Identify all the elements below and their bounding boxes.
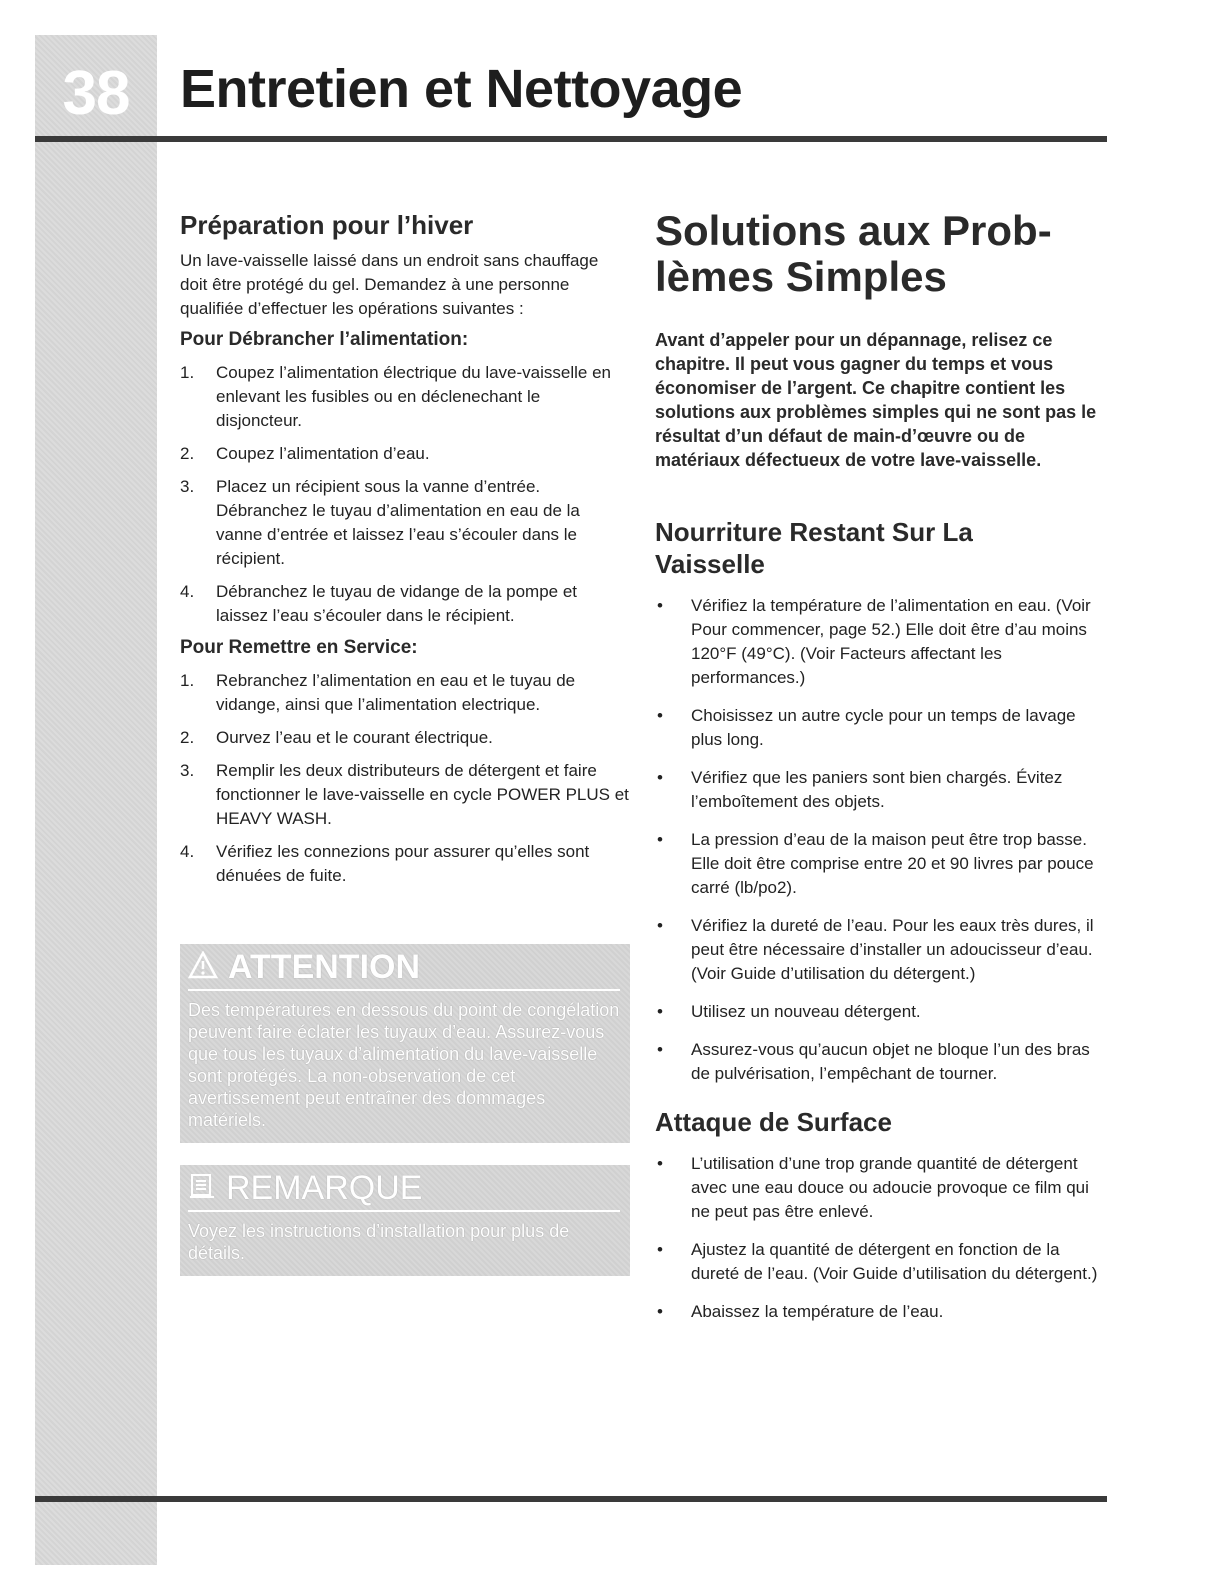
step-number: 2.: [180, 444, 195, 463]
attention-title: ATTENTION: [228, 948, 421, 986]
food-residue-list: [655, 594, 1105, 1086]
food-residue-heading-line2: Vaisselle: [655, 549, 765, 579]
surface-attack-list: [655, 1152, 1105, 1324]
bullet: •: [657, 1302, 663, 1321]
remarque-box: [180, 1165, 630, 1276]
step-number: 4.: [180, 842, 195, 861]
list-item-text: La pression d’eau de la maison peut être trop basse. Elle doit être comprise entre 20 et 90 livres par pouce carré (lb/po2).: [691, 830, 1094, 897]
list-item: [655, 766, 1105, 814]
list-item: [655, 704, 1105, 752]
step-text: Coupez l’alimentation électrique du lave-vaisselle en enlevant les fusibles ou en déclenechant le disjoncteur.: [216, 363, 612, 430]
food-residue-heading: [655, 516, 1105, 580]
food-residue-heading-line1: Nourriture Restant Sur La: [655, 517, 973, 547]
step-text: Coupez l’alimentation d’eau.: [216, 444, 430, 463]
list-item-text: Choisissez un autre cycle pour un temps de lavage plus long.: [691, 706, 1076, 749]
remarque-header: [188, 1169, 620, 1212]
bullet: •: [657, 706, 663, 725]
step-number: 1.: [180, 671, 195, 690]
service-step: [180, 726, 630, 750]
troubleshooting-heading-line2: lèmes Simples: [655, 253, 947, 300]
list-item-text: Abaissez la température de l’eau.: [691, 1302, 944, 1321]
note-icon: [188, 1172, 216, 1205]
attention-text: Des températures en dessous du point de congélation peuvent faire éclater les tuyaux d’eau. Assurez-vous que tous les tuyaux d’alimentation du lave-vaisselle sont protégés. La non-observation de cet avertissement peut entraîner des dommages matériels.: [188, 1000, 620, 1130]
disconnect-step: [180, 361, 630, 433]
list-item: [655, 1000, 1105, 1024]
bottom-rule: [35, 1496, 1107, 1502]
step-text: Débranchez le tuyau de vidange de la pompe et laissez l’eau s’écouler dans le récipient.: [216, 582, 578, 625]
list-item: [655, 1038, 1105, 1086]
step-text: Rebranchez l’alimentation en eau et le tuyau de vidange, ainsi que l’alimentation electrique.: [216, 671, 576, 714]
step-number: 2.: [180, 728, 195, 747]
list-item-text: L’utilisation d’une trop grande quantité de détergent avec une eau douce ou adoucie provoque ce film qui ne peut pas être enlevé.: [691, 1154, 1089, 1221]
service-step: [180, 669, 630, 717]
list-item: [655, 1300, 1105, 1324]
step-text: Vérifiez les connezions pour assurer qu’elles sont dénuées de fuite.: [216, 842, 590, 885]
bullet: •: [657, 1154, 663, 1173]
disconnect-step: [180, 475, 630, 571]
top-rule: [35, 136, 1107, 142]
bullet: •: [657, 916, 663, 935]
disconnect-step: [180, 442, 630, 466]
troubleshooting-heading-line1: Solutions aux Prob-: [655, 207, 1052, 254]
list-item-text: Vérifiez la dureté de l’eau. Pour les eaux très dures, il peut être nécessaire d’installer un adoucisseur d’eau. (Voir Guide d’utilisation du détergent.): [691, 916, 1094, 983]
list-item-text: Vérifiez que les paniers sont bien chargés. Évitez l’emboîtement des objets.: [691, 768, 1063, 811]
right-column: [655, 208, 1105, 1344]
step-number: 4.: [180, 582, 195, 601]
winter-prep-heading: Préparation pour l’hiver: [180, 210, 474, 240]
disconnect-steps: [180, 361, 630, 628]
side-band: [35, 35, 157, 1565]
winter-prep-intro: Un lave-vaisselle laissé dans un endroit sans chauffage doit être protégé du gel. Demandez à une personne qualifiée d’effectuer les opérations suivantes :: [180, 251, 599, 318]
disconnect-heading: Pour Débrancher l’alimentation:: [180, 329, 469, 350]
page-number: 38: [62, 59, 130, 128]
left-column: [180, 210, 630, 1276]
attention-box: [180, 944, 630, 1143]
bullet: •: [657, 596, 663, 615]
surface-attack-heading: Attaque de Surface: [655, 1107, 892, 1137]
step-text: Ourvez l’eau et le courant électrique.: [216, 728, 493, 747]
list-item: [655, 914, 1105, 986]
step-number: 3.: [180, 761, 195, 780]
service-heading: Pour Remettre en Service:: [180, 637, 418, 658]
list-item: [655, 594, 1105, 690]
attention-header: [188, 948, 620, 991]
warning-triangle-icon: [188, 951, 218, 984]
remarque-text: Voyez les instructions d’installation pour plus de détails.: [188, 1221, 570, 1263]
step-text: Placez un récipient sous la vanne d’entrée. Débranchez le tuyau d’alimentation en eau de la vanne d’entrée et laissez l’eau s’écouler dans le récipient.: [216, 477, 580, 568]
bullet: •: [657, 830, 663, 849]
list-item: [655, 828, 1105, 900]
list-item-text: Utilisez un nouveau détergent.: [691, 1002, 921, 1021]
troubleshooting-heading: [655, 208, 1105, 300]
list-item-text: Vérifiez la température de l’alimentation en eau. (Voir Pour commencer, page 52.) Elle doit être d’au moins 120°F (49°C). (Voir Facteurs affectant les performances.): [691, 596, 1091, 687]
service-step: [180, 840, 630, 888]
step-text: Remplir les deux distributeurs de détergent et faire fonctionner le lave-vaisselle en cycle POWER PLUS et HEAVY WASH.: [216, 761, 629, 828]
service-steps: [180, 669, 630, 888]
bullet: •: [657, 1002, 663, 1021]
service-step: [180, 759, 630, 831]
step-number: 1.: [180, 363, 195, 382]
bullet: •: [657, 768, 663, 787]
list-item-text: Assurez-vous qu’aucun objet ne bloque l’un des bras de pulvérisation, l’empêchant de tourner.: [691, 1040, 1090, 1083]
page-title: Entretien et Nettoyage: [180, 59, 743, 119]
bullet: •: [657, 1240, 663, 1259]
troubleshooting-intro: Avant d’appeler pour un dépannage, relisez ce chapitre. Il peut vous gagner du temps et vous économiser de l’argent. Ce chapitre contient les solutions aux problèmes simples qui ne sont pas le résultat d’un défaut de main-d’œuvre ou de matériaux défectueux de votre lave-vaisselle.: [655, 330, 1097, 470]
list-item: [655, 1152, 1105, 1224]
bullet: •: [657, 1040, 663, 1059]
disconnect-step: [180, 580, 630, 628]
list-item-text: Ajustez la quantité de détergent en fonction de la dureté de l’eau. (Voir Guide d’utilisation du détergent.): [691, 1240, 1098, 1283]
step-number: 3.: [180, 477, 195, 496]
remarque-title: REMARQUE: [226, 1169, 423, 1207]
list-item: [655, 1238, 1105, 1286]
